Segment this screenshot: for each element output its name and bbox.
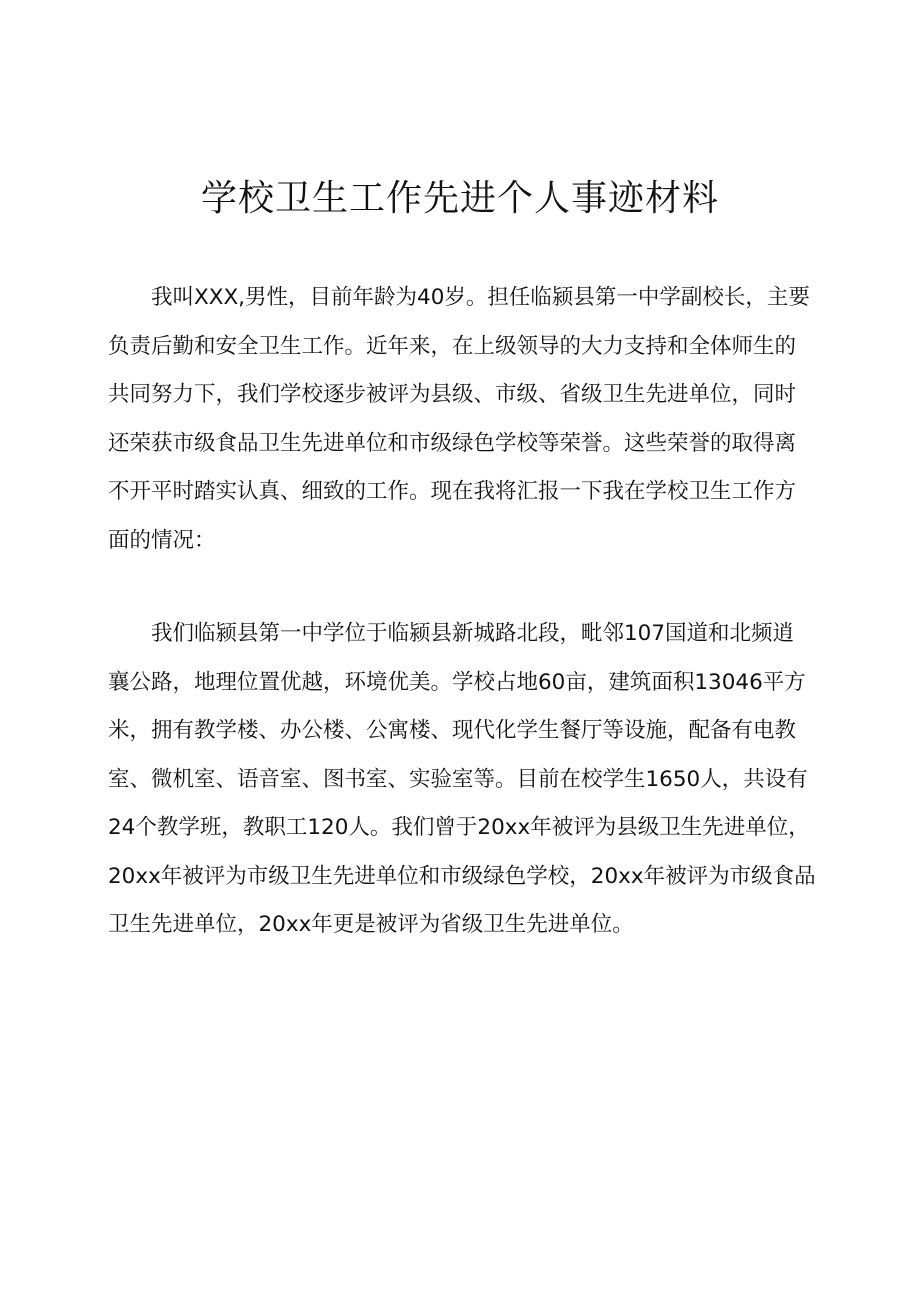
paragraph-line: 我叫XXX,男性，目前年龄为40岁。担任临颍县第一中学副校长，主要 [108,285,810,310]
paragraph-line: 襄公路，地理位置优越，环境优美。学校占地60亩，建筑面积13046平方 [108,669,806,695]
paragraph-line: 面的情况： [108,527,216,553]
paragraph-line: 卫生先进单位，20xx年更是被评为省级卫生先进单位。 [108,912,634,937]
paragraph-line: 共同努力下，我们学校逐步被评为县级、市级、省级卫生先进单位，同时 [108,382,797,407]
paragraph-line: 室、微机室、语音室、图书室、实验室等。目前在校学生1650人，共设有 [108,766,808,792]
paragraph-school-overview [108,610,816,950]
paragraph-line: 负责后勤和安全卫生工作。近年来，在上级领导的大力支持和全体师生的 [108,333,797,359]
paragraph-line: 我们临颍县第一中学位于临颍县新城路北段，毗邻107国道和北频逍 [108,621,795,646]
document-title: 学校卫生工作先进个人事迹材料 [200,178,719,219]
paragraph-line: 米，拥有教学楼、办公楼、公寓楼、现代化学生餐厅等设施，配备有电教 [108,718,797,743]
paragraph-introduction [108,274,812,565]
paragraph-line: 还荣获市级食品卫生先进单位和市级绿色学校等荣誉。这些荣誉的取得离 [108,430,797,456]
paragraph-line: 不开平时踏实认真、细致的工作。现在我将汇报一下我在学校卫生工作方 [108,479,797,504]
paragraph-line: 24个教学班，教职工120人。我们曾于20xx年被评为县级卫生先进单位， [108,815,810,840]
paragraph-line: 20xx年被评为市级卫生先进单位和市级绿色学校，20xx年被评为市级食品 [108,863,816,889]
